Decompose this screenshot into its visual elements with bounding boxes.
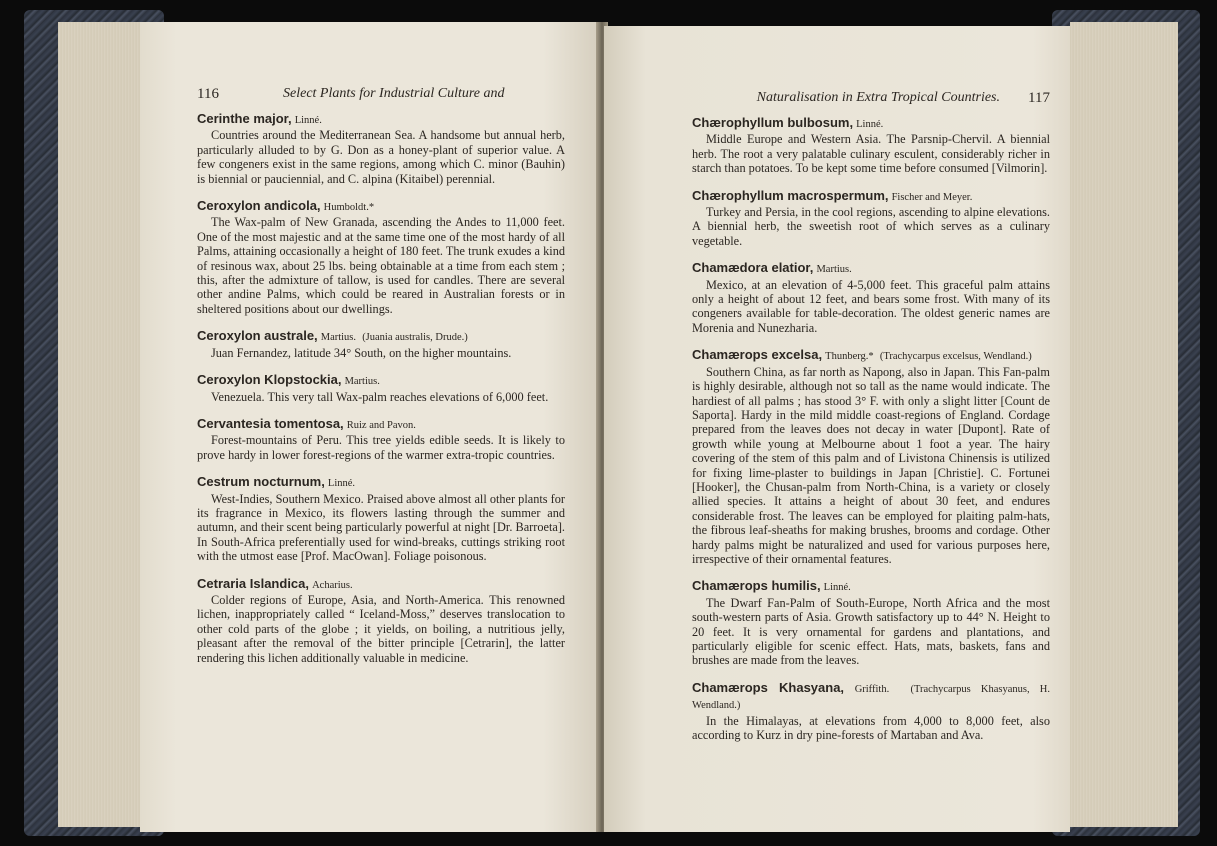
entry-authority: Martius. <box>344 376 380 388</box>
entry <box>692 116 1050 176</box>
entry-text: Southern China, as far north as Napong, also in Japan. This Fan-palm is highly desirable, although not so tall as the name would indicate. The hardiest of all palms ; has stood 3° F. with only a slight litter [Count de Saporta]. Hardy in the mild middle coast-regions of England. Cordage prepared from the leaves does not decay in water [Dupont]. Rate of growth while young at Melbourne about 1 foot a year. The hairy covering of the stem of this palm and of Livistona Chinensis is utilized for fixing lime-plaster to buildings in Japan [Christie]. C. Fortunei [Hooker], the Chusan-palm from North-China, is a variety or closely allied species. It attains a height of about 30 feet, and endures considerable frost. The leaves can be employed for plaiting palm-hats, the fibrous leaf-sheaths for making brushes, brooms and cordage. Other hardy palms might be naturalized and used for various purposes here, irrespective of their ornamental features. <box>692 364 1050 566</box>
entry-text: Middle Europe and Western Asia. The Parsnip-Chervil. A biennial herb. The root a very palatable culinary esculent, considerably richer in starch than potatoes. To be kept some time before consumed [Vilmorin]. <box>692 132 1050 176</box>
left-page-text <box>197 88 565 678</box>
entry-text: Forest-mountains of Peru. This tree yields edible seeds. It is likely to prove hardy in lower forest-regions of the warmer extra-tropic countries. <box>197 433 565 462</box>
entry-authority: Linné. <box>294 115 322 126</box>
entry-authority: Linné. <box>327 478 356 490</box>
entry-synonym: (Trachycarpus Khasyanus, H. Wendland.) <box>692 683 1050 712</box>
entry <box>197 475 565 563</box>
entry-name: Cetraria Islandica, <box>197 575 309 591</box>
entry-text: Countries around the Mediterranean Sea. A handsome but annual herb, particularly alluded to by G. Don as a honey-plant of superior value. A few congeners exist in the same regions, among which C. minor (Bauhin) is biennial or pauciennial, and C. alpina (Kitaibel) perennial. <box>197 128 565 186</box>
entry <box>197 417 565 462</box>
left-page-edges <box>58 22 150 827</box>
entry-name: Chamærops excelsa, <box>692 347 823 363</box>
entry-authority: Humboldt.* <box>323 202 375 214</box>
left-running-title: Select Plants for Industrial Culture and <box>283 86 505 101</box>
entry-authority: Ruiz and Pavon. <box>346 419 416 431</box>
entry <box>197 329 565 360</box>
entry-name: Chamærops Khasyana, <box>692 679 845 695</box>
left-page <box>140 22 598 832</box>
entry <box>692 189 1050 249</box>
entry-name: Chærophyllum bulbosum, <box>692 115 854 130</box>
entry <box>692 681 1050 743</box>
right-page-text <box>692 92 1050 755</box>
entry-authority: Linné. <box>856 119 884 130</box>
entry-authority: Thunberg.* <box>825 351 874 363</box>
entry <box>197 199 565 316</box>
entry-name: Ceroxylon australe, <box>197 328 318 344</box>
entry-authority: Acharius. <box>312 579 353 591</box>
entry-text: West-Indies, Southern Mexico. Praised above almost all other plants for its fragrance in Mexico, its flowers lasting through the summer and autumn, and their scent being particularly powerful at night [Dr. Barroeta]. In South-Africa preferentially used for wind-breaks, cuttings striking root with the utmost ease [Prof. MacOwan]. Foliage poisonous. <box>197 491 565 564</box>
entry-name: Cervantesia tomentosa, <box>197 415 344 431</box>
entry-name: Chamærops humilis, <box>692 578 821 594</box>
entry-text: Turkey and Persia, in the cool regions, ascending to alpine elevations. A biennial herb, the sweetish root of which serves as a culinary vegetable. <box>692 205 1050 248</box>
right-page-edges <box>1070 22 1178 827</box>
entry-text: Mexico, at an elevation of 4-5,000 feet. This graceful palm attains only a height of about 12 feet, and bears some frost. With many of its congeners available for table-decoration. The oldest generic names are Morenia and Nunezharia. <box>692 277 1050 335</box>
right-page <box>604 26 1070 832</box>
entry-authority: Linné. <box>823 582 851 594</box>
entry-text: Juan Fernandez, latitude 34° South, on the higher mountains. <box>211 345 512 360</box>
entry-authority: Griffith. <box>854 683 890 695</box>
entry <box>197 373 565 404</box>
entry <box>197 112 565 186</box>
right-running-title: Naturalisation in Extra Tropical Countries. <box>756 90 1000 105</box>
entry-name: Chamædora elatior, <box>692 260 814 276</box>
left-page-number: 116 <box>197 86 219 102</box>
entry-text: The Dwarf Fan-Palm of South-Europe, North Africa and the most south-western parts of Asia. Growth satisfactory up to 44° N. Height to 20 feet. It is very ornamental for gardens and plantations, and particularly eligible for scenic effect. Hats, mats, baskets, fans and brushes are made from the leaves. <box>692 595 1050 668</box>
entry-text: The Wax-palm of New Granada, ascending the Andes to 11,000 feet. One of the most majestic and at the same time one of the most hardy of all Palms, attaining occasionally a height of 180 feet. The trunk exudes a kind of resinous wax, about 25 lbs. being obtainable at a time from each stem ; this, after the admixture of tallow, is used for candles. There are several other andine Palms, which could be reared in Australian forests or in sheltered positions about our dwellings. <box>197 215 565 316</box>
entry-synonym: (Trachycarpus excelsus, Wendland.) <box>879 351 1032 363</box>
entry-authority: Fischer and Meyer. <box>891 191 973 203</box>
entry-authority: Martius. <box>816 264 852 276</box>
right-page-number: 117 <box>1028 90 1050 106</box>
entry-name: Ceroxylon andicola, <box>197 198 321 214</box>
entry-text: In the Himalayas, at elevations from 4,000 to 8,000 feet, also according to Kurz in dry pine-forests of Martaban and Ava. <box>692 713 1050 743</box>
entry-text: Venezuela. This very tall Wax-palm reaches elevations of 6,000 feet. <box>211 389 549 404</box>
entry <box>692 579 1050 667</box>
entry-synonym: (Juania australis, Drude.) <box>362 332 468 344</box>
entry <box>197 577 565 665</box>
entry-name: Cerinthe major, <box>197 111 292 126</box>
entry <box>692 348 1050 566</box>
entry-name: Chærophyllum macrospermum, <box>692 187 889 203</box>
entry-authority: Martius. <box>320 332 357 344</box>
entry-name: Cestrum nocturnum, <box>197 474 325 490</box>
entry-name: Ceroxylon Klopstockia, <box>197 372 342 388</box>
entry-text: Colder regions of Europe, Asia, and North-America. This renowned lichen, inappropriately called “ Iceland-Moss,” deserves translocation to other cold parts of the globe ; it yields, on boiling, a nutritious jelly, pleasant after the removal of the bitter principle [Cetrarin], the latter rendering this lichen additionally valuable in medicine. <box>197 592 565 665</box>
entry <box>692 261 1050 335</box>
